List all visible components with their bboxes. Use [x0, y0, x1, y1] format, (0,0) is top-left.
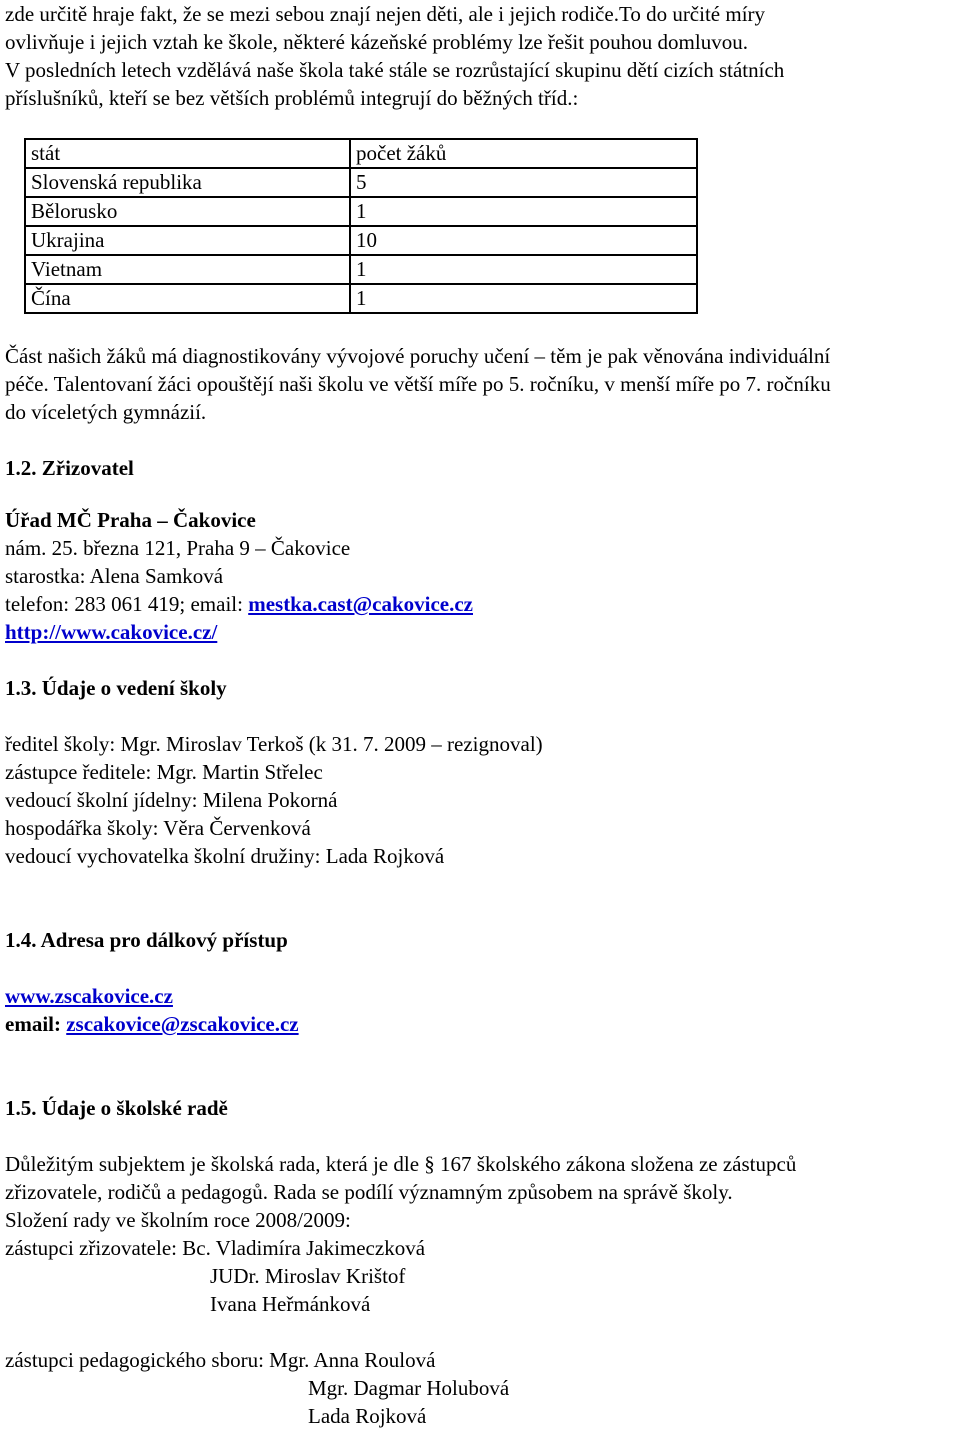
school-board-line: Důležitým subjektem je školská rada, která je dle § 167 školského zákona složena ze zástupců	[5, 1152, 797, 1176]
table-row	[25, 197, 697, 226]
founder-web-line	[5, 618, 217, 646]
founder-representative: JUDr. Miroslav Krištof	[210, 1264, 406, 1288]
table-cell-count: 1	[350, 284, 697, 313]
management-line: vedoucí školní jídelny: Milena Pokorná	[5, 788, 338, 812]
after-table-line-3: do víceletých gymnázií.	[5, 400, 207, 424]
section-heading-founder: 1.2. Zřizovatel	[5, 456, 134, 480]
table-header-row	[25, 139, 697, 168]
school-board-line: zřizovatele, rodičů a pedagogů. Rada se podílí významným způsobem na správě školy.	[5, 1180, 733, 1204]
school-email-label: email:	[5, 1012, 67, 1036]
school-web-link[interactable]: www.zscakovice.cz	[5, 984, 173, 1008]
founder-representative: Ivana Heřmánková	[210, 1292, 371, 1316]
founder-web-link[interactable]: http://www.cakovice.cz/	[5, 620, 218, 644]
intro-line-2: ovlivňuje i jejich vztah ke škole, některé kázeňské problémy lze řešit pouhou domluvou.	[5, 30, 748, 54]
table-cell-country: Slovenská republika	[25, 168, 350, 197]
table-cell-count: 5	[350, 168, 697, 197]
founder-contact	[5, 590, 473, 618]
table-row	[25, 284, 697, 313]
intro-line-4: příslušníků, kteří se bez větších problémů integrují do běžných tříd.:	[5, 86, 579, 110]
foreign-pupils-table	[24, 138, 698, 314]
table-row	[25, 226, 697, 255]
table-cell-country: Ukrajina	[25, 226, 350, 255]
after-table-line-2: péče. Talentovaní žáci opouštějí naši školu ve větší míře po 5. ročníku, v menší míře po 7. ročníku	[5, 372, 831, 396]
founder-phone-email-label: telefon: 283 061 419; email:	[5, 592, 249, 616]
staff-representative: Lada Rojková	[308, 1404, 427, 1428]
founder-office-name: Úřad MČ Praha – Čakovice	[5, 508, 256, 532]
management-line: vedoucí vychovatelka školní družiny: Lada Rojková	[5, 844, 445, 868]
school-web-line	[5, 982, 173, 1010]
section-heading-remote-access: 1.4. Adresa pro dálkový přístup	[5, 928, 288, 952]
table-cell-count: 1	[350, 255, 697, 284]
school-email-link[interactable]: zscakovice@zscakovice.cz	[66, 1012, 299, 1036]
table-cell-count: 10	[350, 226, 697, 255]
table-header-count: počet žáků	[350, 139, 697, 168]
staff-representative: Mgr. Dagmar Holubová	[308, 1376, 510, 1400]
table-cell-country: Bělorusko	[25, 197, 350, 226]
management-line: ředitel školy: Mgr. Miroslav Terkoš (k 31. 7. 2009 – rezignoval)	[5, 732, 543, 756]
table-cell-country: Vietnam	[25, 255, 350, 284]
school-board-line: Složení rady ve školním roce 2008/2009:	[5, 1208, 351, 1232]
intro-line-1: zde určitě hraje fakt, že se mezi sebou znají nejen děti, ale i jejich rodiče.To do určité míry	[5, 2, 766, 26]
table-cell-count: 1	[350, 197, 697, 226]
after-table-line-1: Část našich žáků má diagnostikovány vývojové poruchy učení – těm je pak věnována individuální	[5, 344, 831, 368]
table-header-country: stát	[25, 139, 350, 168]
school-email-line	[5, 1010, 299, 1038]
management-line: zástupce ředitele: Mgr. Martin Střelec	[5, 760, 323, 784]
founder-address: nám. 25. března 121, Praha 9 – Čakovice	[5, 536, 351, 560]
staff-representatives: zástupci pedagogického sboru: Mgr. Anna Roulová	[5, 1348, 436, 1372]
intro-line-3: V posledních letech vzdělává naše škola také stále se rozrůstající skupinu dětí cizích státních	[5, 58, 785, 82]
table-row	[25, 255, 697, 284]
table-row	[25, 168, 697, 197]
founder-representatives: zástupci zřizovatele: Bc. Vladimíra Jakimeczková	[5, 1236, 426, 1260]
section-heading-management: 1.3. Údaje o vedení školy	[5, 676, 227, 700]
table-cell-country: Čína	[25, 284, 350, 313]
management-line: hospodářka školy: Věra Červenková	[5, 816, 311, 840]
founder-mayor: starostka: Alena Samková	[5, 564, 224, 588]
section-heading-school-board: 1.5. Údaje o školské radě	[5, 1096, 228, 1120]
founder-email-link[interactable]: mestka.cast@cakovice.cz	[248, 592, 473, 616]
